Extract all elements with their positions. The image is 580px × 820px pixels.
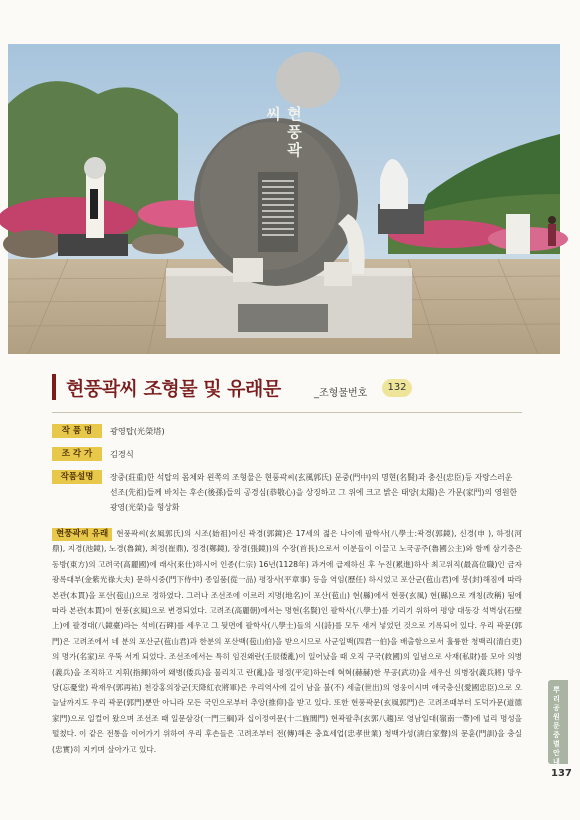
side-section-tab-label: 뿌리공원 문중별 안내 bbox=[553, 686, 560, 766]
description-row bbox=[52, 470, 522, 515]
artist-label: 조 각 가 bbox=[52, 447, 102, 461]
section-title: 현풍곽씨 조형물 및 유래문 bbox=[66, 378, 281, 400]
title-accent-bar bbox=[52, 374, 56, 400]
work-name-label: 작 품 명 bbox=[52, 424, 102, 438]
description-label: 작품설명 bbox=[52, 470, 102, 484]
work-name-value: 광영탑(光榮塔) bbox=[110, 426, 165, 436]
sculpture-number-label: _조형물번호 bbox=[314, 388, 368, 399]
monument-photo bbox=[8, 44, 560, 354]
monument-vertical-text: 현풍곽씨 bbox=[264, 106, 303, 160]
origin-history bbox=[52, 526, 522, 757]
artist-value: 김경식 bbox=[110, 449, 134, 459]
origin-history-label: 현풍곽씨 유래 bbox=[52, 528, 112, 541]
origin-history-text: 현풍곽씨(玄風郭氏)의 시조(始祖)이신 곽경(郭鏡)은 17세의 젊은 나이에 팔학사(八學士:곽경(郭鏡), 신경(申 ), 하정(河鼎), 지경(池鏡), 노경(魯鏡), 최정(崔鼎), 정경(鄭鏡), 장경(張鏡))의 수장(首長)으로서 이분들이 이끌고 노국공주(魯國公主)와 함께 삼기층은 동방(東方)의 고려국(高麗國)에 래사(來仕)하시어 인종(仁宗) 16년(1128年) 과거에 급제하신 후 누진(累進)하사 최고위직(最高位職)인 금자광록대부(金紫光祿大夫) 문하시중(門下侍中) 종일품(從一品) 평장사(平章事) 등을 역임(歷任) 하시었고 포산군(苞山君)에 봉(封)해짐에 따라 본관(本貫)을 포산(苞山)으로 정하였다. 그러나 조선조에 이르러 지명(地名)이 포산(苞山) 현(縣)에서 현풍(玄風) 현(縣)으로 개칭(改稱) 됨에 따라 본관(本貫)이 현풍(玄風)으로 변경되었다. 고려조(高麗朝)에서는 명현(名賢)인 팔학사(八學士)를 기리기 위하여 평양 대동강 석벽상(石壁上)에 팔경대(八鏡臺)라는 석비(石碑)를 세우고 그 뒷면에 팔학사(八學士)들의 시(詩)를 모두 새겨 넣었던 것으로 기록되어 있다. 우리 곽문(郭門)은 고려조에서 네 분의 포산군(苞山君)과 한분의 포산백(苞山伯)을 받으시므로 사군일백(四君一伯)을 배출함으로서 훌륭한 청백리(清白吏)의 명가(名家)로 우뚝 서게 되었다. 조선조에서는 특히 임진왜란(壬辰倭亂)이 일어났을 때 오직 구국(救國)의 일념으로 사재(私財)를 모아 의병(義兵)을 조직하고 지휘(指揮)하여 왜병(倭兵)을 물리치고 란(亂)을 평정(平定)하는데 혁혁(赫赫)한 무공(武功)을 세우신 의병장(義兵將) 망우당(忘憂堂) 곽재우(郭再祐) 천강홍의장군(天降紅衣將軍)은 우리역사에 길이 남을 불(不) 세출(世出)의 영웅이시며 애국충신(愛國忠臣)으로 오늘날까지도 우리 곽문(郭門)뿐만 아니라 모든 국민으로부터 추앙(推仰)을 받고 있다. 또한 현풍곽문(玄風郭門)은 고려조때부터 도덕가문(道德家門)으로 일컬어 왔으며 조선조 때 일문삼강(一門三綱)과 십이정여문(十二旌閭門) 현곽팔추(玄郭八趨)로 영남일대(嶺南一帶)에 널리 명성을 떨쳤다. 이 같은 전통을 이어가기 위하여 우리 후손들은 고려조부터 전(傳)해온 충효세업(忠孝世業) 청백가성(淸白家聲)의 문훈(門訓)을 충실(忠實)히 지키며 살아가고 있다. bbox=[52, 529, 522, 754]
description-text: 장중(莊重)한 석탑의 몸체와 왼쪽의 조형물은 현풍곽씨(玄風郭氏) 문중(門中)의 명현(名賢)과 충신(忠臣)등 자랑스러운 선조(先祖)들께 바치는 후손(後孫)들의 공경심(恭敬心)을 상징하고 그 위에 크고 밝은 태양(太陽)은 가문(家門)의 영원한 광영(光榮)을 형상화 bbox=[110, 473, 518, 512]
sculpture-number-badge: 132 bbox=[382, 379, 412, 397]
page-number: 137 bbox=[551, 768, 572, 779]
side-section-tab bbox=[548, 680, 568, 764]
section-title-row bbox=[52, 368, 522, 413]
monument-photo-illustration bbox=[8, 44, 560, 354]
